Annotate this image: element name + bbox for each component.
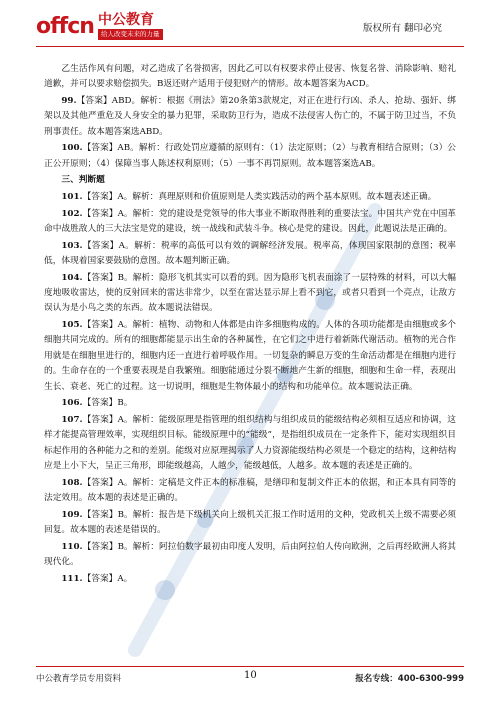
answer-paragraph <box>44 508 456 539</box>
footer-caption: 中公教育学员专用资料 <box>36 674 122 684</box>
paragraph-text: 乙生活作风有问题，对乙造成了名誉损害，因此乙可以有权要求停止侵害、恢复名誉、消除影响、赔礼道歉，并可以要求赔偿损失。B返还财产适用于侵犯财产的情形。故本题答案为ACD。 <box>44 64 456 90</box>
paragraph-text: 【答案】B。 <box>82 398 133 409</box>
document-body <box>44 62 456 588</box>
question-number: 107. <box>61 414 83 425</box>
question-number: 101. <box>61 192 83 202</box>
answer-paragraph <box>44 396 456 411</box>
paragraph-text: 【答案】A。解析：党的建设是党领导的伟大事业不断取得胜利的重要法宝。中国共产党在中国革命中战胜敌人的三大法宝是党的建设，统一战线和武装斗争。核心是党的建设。因此，此题说法是正确的。 <box>44 208 456 234</box>
answer-paragraph <box>44 572 456 587</box>
paragraph-text: 【答案】B。解析：隐形飞机其实可以看的到。因为隐形飞机表面涂了一层特殊的材料，可以大幅度地吸收雷达，使的反射回来的雷达非常少，以至在雷达显示屏上看不到它，或者只看到一个亮点，让敌方误认为是小鸟之类的东西。故本题说法错误。 <box>44 272 456 314</box>
paragraph-text: 【答案】B。解析：阿拉伯数字最初由印度人发明，后由阿拉伯人传向欧洲，之后再经欧洲人将其现代化。 <box>44 541 456 568</box>
question-number: 105. <box>61 320 83 330</box>
answer-paragraph <box>44 141 456 172</box>
answer-paragraph <box>44 540 456 571</box>
question-number: 106. <box>61 398 83 409</box>
answer-paragraph <box>44 62 456 93</box>
logo-chinese: 中公教育 <box>98 12 154 28</box>
question-number: 102. <box>61 208 83 219</box>
answer-paragraph <box>44 94 456 140</box>
paragraph-text: 【答案】A。解析：真理原则和价值原则是人类实践活动的两个基本原则。故本题表述正确。 <box>82 192 437 202</box>
question-number: 104. <box>61 272 83 283</box>
paragraph-text: 【答案】A。解析：税率的高低可以有效的调解经济发展。税率高，体现国家限制的意图；税率低，体现着国家要鼓励的意图。故本题判断正确。 <box>44 240 456 266</box>
answer-paragraph <box>44 239 456 270</box>
question-number: 109. <box>61 509 83 520</box>
paragraph-text: 【答案】A。解析：定稿是文件正本的标准稿，是缮印和复制文件正本的依据，和正本具有同等的法定效用。故本题的表述是正确的。 <box>44 477 456 504</box>
answer-paragraph <box>44 271 456 317</box>
answer-paragraph <box>44 318 456 395</box>
paragraph-text: 【答案】B。解析：报告是下级机关向上级机关汇报工作时适用的文种，党政机关上级不需要必须回复。故本题的表述是错误的。 <box>44 509 456 536</box>
question-number: 100. <box>61 143 83 154</box>
question-number: 110. <box>61 541 83 552</box>
header-divider <box>36 46 464 47</box>
question-number: 99. <box>61 96 77 106</box>
paragraph-text: 【答案】A。解析：能级原理是指管理的组织结构与组织成员的能级结构必须相互适应和协调，这样才能提高管理效率，实现组织目标。能级原理中的“能级”，是指组织成员在一定条件下，能对实现组织目标起作用的各种能力之和的差别。能级对应原理揭示了人力资源能级结构必须是一个稳定的结构，这种结构应是上小下大，呈正三角形，即能级越高，人越少，能级越低，人越多。故本题的表述是正确的。 <box>44 414 456 472</box>
paragraph-text: 三、判断题 <box>61 175 105 186</box>
paragraph-text: 【答案】A。 <box>82 573 133 584</box>
answer-paragraph <box>44 476 456 507</box>
page-header <box>0 0 500 48</box>
answer-paragraph <box>44 207 456 238</box>
footer-hotline: 报名专线：400-6300-999 <box>355 674 464 684</box>
logo-latin: offcn <box>36 14 94 39</box>
answer-paragraph <box>44 413 456 475</box>
question-number: 111. <box>61 573 83 584</box>
answer-paragraph <box>44 190 456 205</box>
footer-divider <box>36 666 464 667</box>
question-number: 103. <box>61 240 83 251</box>
logo-slogan: 给人改变未来的力量 <box>98 29 163 40</box>
paragraph-text: 【答案】ABD。解析：根据《刑法》第20条第3款规定，对正在进行行凶、杀人、抢劫、强奸、绑架以及其他严重危及人身安全的暴力犯罪，采取防卫行为，造成不法侵害人伤亡的，不属于防卫过当，不负刑事责任。故本题答案选ABD。 <box>44 96 456 137</box>
copyright-notice: 版权所有 翻印必究 <box>362 23 442 34</box>
question-number: 108. <box>61 477 83 488</box>
page-number: 10 <box>244 670 257 681</box>
section-heading <box>44 173 456 188</box>
paragraph-text: 【答案】A。解析：植物、动物和人体都是由许多细胞构成的。人体的各项功能都是由细胞或多个细胞共同完成的。所有的细胞都能显示出生命的各种属性，在它们之中进行着新陈代谢活动。植物的光合作用就是在细胞里进行的，细胞内还一直进行着呼吸作用。一切复杂的瞬息万变的生命活动都是在细胞内进行的。生命存在的一个重要表现是自我繁殖。细胞能通过分裂不断地产生新的细胞，细胞和生命一样，表现出生长、衰老、死亡的过程。这一切说明，细胞是生物体最小的结构和功能单位。故本题说法正确。 <box>44 320 456 392</box>
paragraph-text: 【答案】AB。解析：行政处罚应遵循的原则有：（1）法定原则；（2）与教育相结合原则；（3）公正公开原则；（4）保障当事人陈述权利原则；（5）一事不再罚原则。故本题答案选AB。 <box>44 143 456 169</box>
